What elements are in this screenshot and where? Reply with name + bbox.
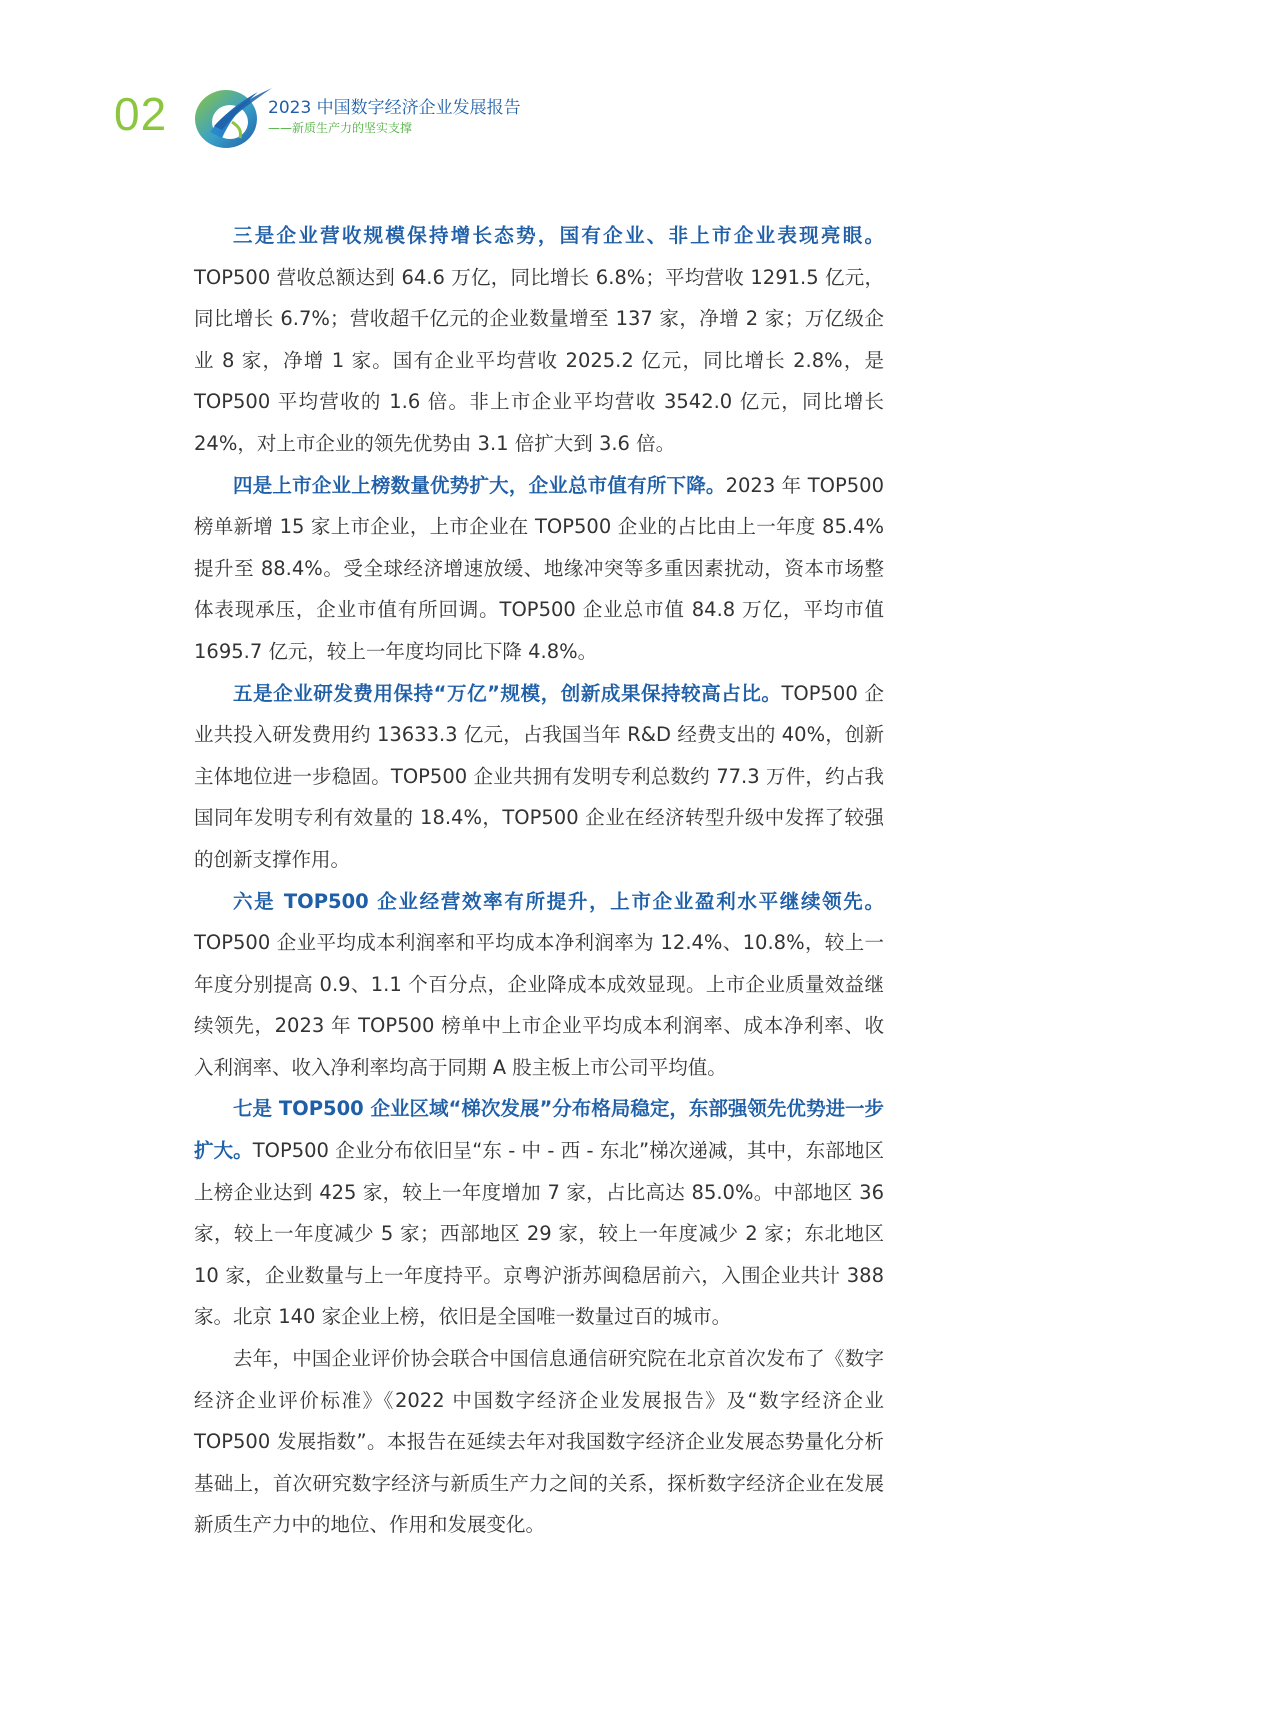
report-title: 2023 中国数字经济企业发展报告	[268, 98, 521, 118]
paragraph-regional	[194, 1088, 884, 1338]
report-subtitle: ——新质生产力的坚实支撑	[268, 121, 413, 135]
paragraph-rd-expense	[194, 673, 884, 881]
paragraph-listed-companies	[194, 465, 884, 673]
paragraph-body: TOP500 企业平均成本利润率和平均成本净利润率为 12.4%、10.8%，较上一年度分别提高 0.9、1.1 个百分点，企业降成本成效显现。上市企业质量效益继续领先，2023 年 TOP500 榜单中上市企业平均成本利润率、成本净利率、收入利润率、收入净利率均高于同期 A 股主板上市公司平均值。	[194, 931, 884, 1079]
body-content	[194, 215, 884, 1546]
paragraph-heading: 三是企业营收规模保持增长态势，国有企业、非上市企业表现亮眼。	[233, 224, 884, 247]
report-logo-icon	[192, 82, 274, 150]
paragraph-background	[194, 1338, 884, 1546]
paragraph-heading: 六是 TOP500 企业经营效率有所提升，上市企业盈利水平继续领先。	[233, 889, 884, 913]
paragraph-body: 去年，中国企业评价协会联合中国信息通信研究院在北京首次发布了《数字经济企业评价标准》《2022 中国数字经济企业发展报告》及“数字经济企业 TOP500 发展指数”。本报告在延续去年对我国数字经济企业发展态势量化分析基础上，首次研究数字经济与新质生产力之间的关系，探析数字经济企业在发展新质生产力中的地位、作用和发展变化。	[194, 1347, 884, 1537]
paragraph-heading: 五是企业研发费用保持“万亿”规模，创新成果保持较高占比。	[233, 681, 782, 705]
paragraph-body: TOP500 营收总额达到 64.6 万亿，同比增长 6.8%；平均营收 1291.5 亿元，同比增长 6.7%；营收超千亿元的企业数量增至 137 家，净增 2 家；万亿级企业 8 家，净增 1 家。国有企业平均营收 2025.2 亿元，同比增长 2.8%，是 TOP500 平均营收的 1.6 倍。非上市企业平均营收 3542.0 亿元，同比增长 24%，对上市企业的领先优势由 3.1 倍扩大到 3.6 倍。	[194, 265, 884, 455]
paragraph-heading: 四是上市企业上榜数量优势扩大，企业总市值有所下降。	[233, 473, 726, 497]
paragraph-heading: 七是 TOP500 企业区域“梯次发展”分布格局稳定，东部强领先优势进一步扩大。	[194, 1097, 884, 1163]
paragraph-body: TOP500 企业共投入研发费用约 13633.3 亿元，占我国当年 R&D 经费支出的 40%，创新主体地位进一步稳固。TOP500 企业共拥有发明专利总数约 77.3 万件，约占我国同年发明专利有效量的 18.4%，TOP500 企业在经济转型升级中发挥了较强的创新支撑作用。	[194, 681, 885, 871]
paragraph-efficiency	[194, 881, 884, 1089]
paragraph-body: TOP500 企业分布依旧呈“东 - 中 - 西 - 东北”梯次递减，其中，东部地区上榜企业达到 425 家，较上一年度增加 7 家，占比高达 85.0%。中部地区 36 家，较上一年度减少 5 家；西部地区 29 家，较上一年度减少 2 家；东北地区 10 家，企业数量与上一年度持平。京粤沪浙苏闽稳居前六，入围企业共计 388 家。北京 140 家企业上榜，依旧是全国唯一数量过百的城市。	[194, 1139, 884, 1329]
paragraph-revenue	[194, 215, 884, 465]
page-number: 02	[114, 88, 168, 140]
paragraph-body: 2023 年 TOP500 榜单新增 15 家上市企业，上市企业在 TOP500 企业的占比由上一年度 85.4% 提升至 88.4%。受全球经济增速放缓、地缘冲突等多重因素扰动，资本市场整体表现承压，企业市值有所回调。TOP500 企业总市值 84.8 万亿，平均市值 1695.7 亿元，较上一年度均同比下降 4.8%。	[194, 473, 884, 663]
page-header	[0, 0, 1276, 160]
